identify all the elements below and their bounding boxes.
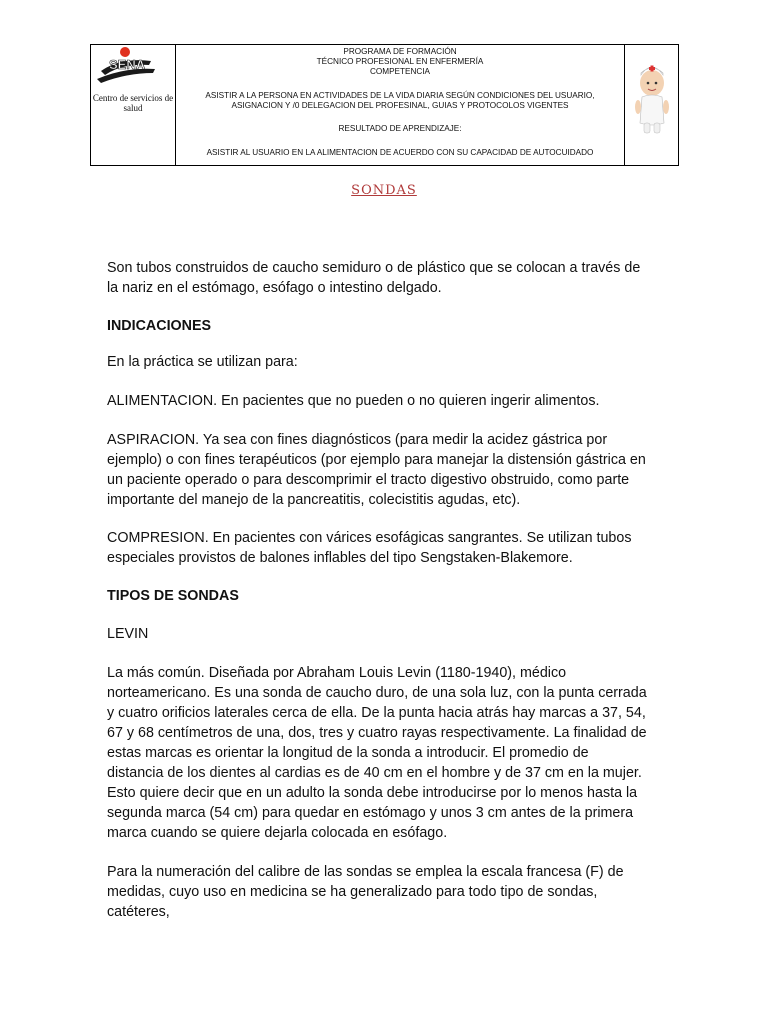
alimentacion-paragraph: ALIMENTACION. En pacientes que no pueden o no quieren ingerir alimentos. bbox=[107, 393, 600, 409]
nurse-cell bbox=[625, 45, 678, 165]
competencia-line-1: ASISTIR A LA PERSONA EN ACTIVIDADES DE LA VIDA DIARIA SEGÚN CONDICIONES DEL USUARIO, bbox=[205, 91, 595, 100]
competencia-line-2: ASIGNACION Y /0 DELEGACION DEL PROFESINAL, GUIAS Y PROTOCOLOS VIGENTES bbox=[231, 101, 569, 110]
nurse-icon bbox=[625, 45, 678, 165]
resultado-label: RESULTADO DE APRENDIZAJE: bbox=[338, 124, 462, 133]
levin-heading: LEVIN bbox=[107, 626, 149, 642]
header-info bbox=[176, 45, 625, 165]
logo-text: SENA bbox=[109, 57, 146, 72]
document-header bbox=[90, 44, 679, 166]
logo-cell bbox=[91, 45, 176, 165]
resultado-text: ASISTIR AL USUARIO EN LA ALIMENTACION DE ACUERDO CON SU CAPACIDAD DE AUTOCUIDADO bbox=[206, 148, 594, 157]
sena-logo-icon bbox=[91, 45, 175, 91]
practice-paragraph: En la práctica se utilizan para: bbox=[107, 354, 298, 370]
program-line-3: COMPETENCIA bbox=[369, 67, 431, 76]
page-title-text: SONDAS bbox=[351, 183, 417, 198]
logo-caption: Centro de servicios de salud bbox=[92, 93, 174, 113]
aspiracion-paragraph: ASPIRACION. Ya sea con fines diagnósticos (para medir la acidez gástrica por ejemplo) o con fines terapéuticos (por ejemplo para manejar la distensión gástrica en un paciente operado o para descomprimir el tracto digestivo obstruido, como parte importante del manejo de la pancreatitis, colecistitis agudas, etc). bbox=[107, 432, 646, 508]
intro-paragraph: Son tubos construidos de caucho semiduro o de plástico que se colocan a través de la nariz en el estómago, esófago o intestino delgado. bbox=[107, 260, 641, 296]
levin-paragraph: La más común. Diseñada por Abraham Louis Levin (1180-1940), médico norteamericano. Es una sonda de caucho duro, de una sola luz, con la punta cerrada y cuatro orificios laterales cerca de ella. De la punta hacia atrás hay marcas a 37, 54, 67 y 68 centímetros de una, dos, tres y cuatro rayas respectivamente. La finalidad de estas marcas es orientar la longitud de la sonda a introducir. El promedio de distancia de los dientes al cardias es de 40 cm en el hombre y de 37 cm en la mujer. Esto quiere decir que en un adulto la sonda debe introducirse por lo menos hasta la segunda marca (54 cm) para quedar en estómago y unos 3 cm antes de la primera marca cuando se quiere dejarla colocada en esófago. bbox=[107, 665, 647, 841]
program-line-1: PROGRAMA DE FORMACIÓN bbox=[343, 47, 457, 56]
calibre-paragraph: Para la numeración del calibre de las sondas se emplea la escala francesa (F) de medidas, cuyo uso en medicina se ha generalizado para todo tipo de sondas, catéteres, bbox=[107, 864, 624, 920]
program-line-2: TÉCNICO PROFESIONAL EN ENFERMERÍA bbox=[316, 57, 484, 66]
heading-tipos-de-sondas: TIPOS DE SONDAS bbox=[107, 588, 239, 604]
compresion-paragraph: COMPRESION. En pacientes con várices esofágicas sangrantes. Se utilizan tubos especiales provistos de balones inflables del tipo Sengstaken-Blakemore. bbox=[107, 530, 632, 566]
page-title bbox=[0, 183, 768, 198]
heading-indicaciones: INDICACIONES bbox=[107, 318, 212, 334]
